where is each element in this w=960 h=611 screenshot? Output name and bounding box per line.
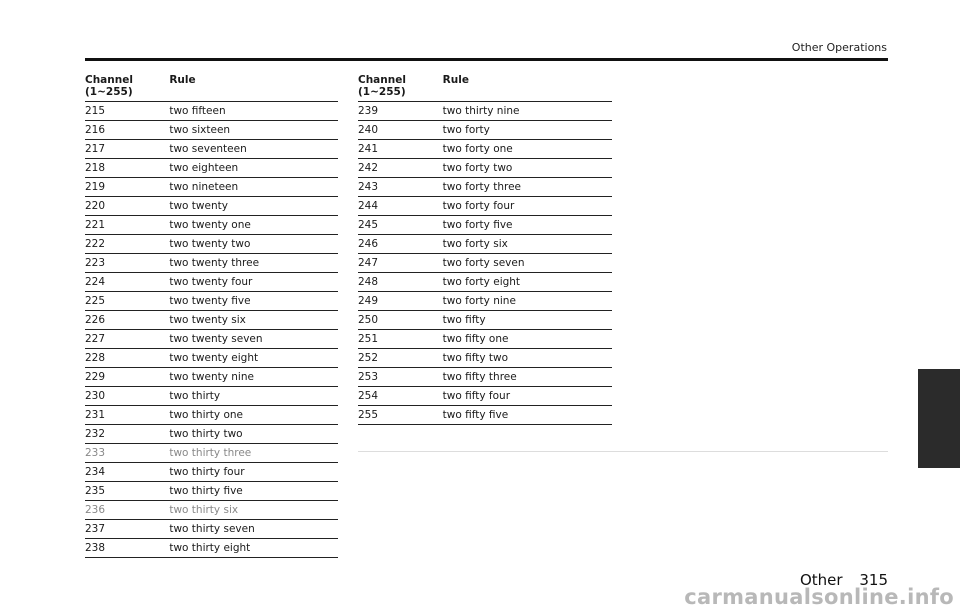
channel-cell: 238 bbox=[85, 539, 169, 558]
table-row bbox=[358, 406, 612, 425]
table-row bbox=[358, 292, 612, 311]
table-row bbox=[358, 197, 612, 216]
table-row bbox=[85, 463, 338, 482]
rule-cell: two twenty one bbox=[169, 216, 338, 235]
channel-cell: 229 bbox=[85, 368, 169, 387]
channel-cell: 246 bbox=[358, 235, 443, 254]
table-row bbox=[358, 140, 612, 159]
table-row bbox=[85, 539, 338, 558]
rule-cell: two twenty bbox=[169, 197, 338, 216]
channel-cell: 248 bbox=[358, 273, 443, 292]
channel-cell: 218 bbox=[85, 159, 169, 178]
rule-cell: two seventeen bbox=[169, 140, 338, 159]
table-row bbox=[358, 368, 612, 387]
rule-cell: two thirty three bbox=[169, 444, 338, 463]
table-row bbox=[85, 292, 338, 311]
table-row bbox=[85, 197, 338, 216]
channel-cell: 241 bbox=[358, 140, 443, 159]
channel-cell: 236 bbox=[85, 501, 169, 520]
table-row bbox=[358, 254, 612, 273]
table-row bbox=[85, 520, 338, 539]
rule-cell: two forty six bbox=[443, 235, 612, 254]
rule-cell: two forty two bbox=[443, 159, 612, 178]
channel-cell: 233 bbox=[85, 444, 169, 463]
rule-cell: two fifty five bbox=[443, 406, 612, 425]
rule-cell: two twenty four bbox=[169, 273, 338, 292]
table-row bbox=[85, 330, 338, 349]
col-header-channel: Channel (1~255) bbox=[358, 61, 443, 102]
table-row bbox=[358, 178, 612, 197]
table-row bbox=[358, 273, 612, 292]
rule-cell: two twenty nine bbox=[169, 368, 338, 387]
col-header-rule: Rule bbox=[169, 61, 338, 102]
channel-cell: 252 bbox=[358, 349, 443, 368]
table-body-right bbox=[358, 102, 612, 425]
table-row bbox=[358, 235, 612, 254]
rule-cell: two thirty five bbox=[169, 482, 338, 501]
channel-cell: 234 bbox=[85, 463, 169, 482]
rule-cell: two fifteen bbox=[169, 102, 338, 121]
channel-cell: 249 bbox=[358, 292, 443, 311]
channel-cell: 228 bbox=[85, 349, 169, 368]
rule-cell: two thirty bbox=[169, 387, 338, 406]
divider bbox=[358, 451, 888, 452]
table-row bbox=[358, 330, 612, 349]
channel-cell: 227 bbox=[85, 330, 169, 349]
channel-cell: 231 bbox=[85, 406, 169, 425]
table-row bbox=[85, 102, 338, 121]
channel-cell: 222 bbox=[85, 235, 169, 254]
table-row bbox=[358, 387, 612, 406]
table-row bbox=[85, 482, 338, 501]
section-title: Other Operations bbox=[791, 41, 887, 54]
table-row bbox=[85, 349, 338, 368]
table-row bbox=[85, 368, 338, 387]
table-row bbox=[85, 444, 338, 463]
channel-cell: 216 bbox=[85, 121, 169, 140]
rule-cell: two twenty six bbox=[169, 311, 338, 330]
rule-cell: two fifty two bbox=[443, 349, 612, 368]
rule-cell: two twenty two bbox=[169, 235, 338, 254]
channel-cell: 220 bbox=[85, 197, 169, 216]
rule-cell: two twenty seven bbox=[169, 330, 338, 349]
table-row bbox=[85, 406, 338, 425]
channel-cell: 226 bbox=[85, 311, 169, 330]
table-row bbox=[85, 254, 338, 273]
col-header-channel: Channel (1~255) bbox=[85, 61, 169, 102]
table-row bbox=[85, 178, 338, 197]
channel-cell: 251 bbox=[358, 330, 443, 349]
channel-cell: 237 bbox=[85, 520, 169, 539]
col-header-rule: Rule bbox=[443, 61, 612, 102]
table-row bbox=[358, 311, 612, 330]
channel-cell: 253 bbox=[358, 368, 443, 387]
table-row bbox=[85, 235, 338, 254]
rule-cell: two twenty eight bbox=[169, 349, 338, 368]
rule-cell: two nineteen bbox=[169, 178, 338, 197]
channel-table-right bbox=[358, 61, 612, 425]
rule-cell: two forty nine bbox=[443, 292, 612, 311]
channel-cell: 219 bbox=[85, 178, 169, 197]
table-row bbox=[85, 273, 338, 292]
channel-cell: 250 bbox=[358, 311, 443, 330]
table-row bbox=[85, 159, 338, 178]
table-row bbox=[85, 121, 338, 140]
rule-cell: two forty one bbox=[443, 140, 612, 159]
rule-cell: two eighteen bbox=[169, 159, 338, 178]
table-row bbox=[85, 387, 338, 406]
channel-cell: 255 bbox=[358, 406, 443, 425]
channel-cell: 240 bbox=[358, 121, 443, 140]
channel-cell: 247 bbox=[358, 254, 443, 273]
channel-cell: 245 bbox=[358, 216, 443, 235]
rule-cell: two thirty eight bbox=[169, 539, 338, 558]
channel-cell: 242 bbox=[358, 159, 443, 178]
rule-cell: two forty eight bbox=[443, 273, 612, 292]
channel-cell: 224 bbox=[85, 273, 169, 292]
table-row bbox=[358, 159, 612, 178]
table-row bbox=[85, 140, 338, 159]
channel-cell: 223 bbox=[85, 254, 169, 273]
watermark: carmanualsonline.info bbox=[684, 585, 954, 609]
channel-table-left bbox=[85, 61, 338, 558]
rule-cell: two forty five bbox=[443, 216, 612, 235]
channel-cell: 235 bbox=[85, 482, 169, 501]
rule-cell: two twenty three bbox=[169, 254, 338, 273]
channel-cell: 230 bbox=[85, 387, 169, 406]
channel-cell: 254 bbox=[358, 387, 443, 406]
rule-cell: two fifty three bbox=[443, 368, 612, 387]
rule-cell: two fifty one bbox=[443, 330, 612, 349]
table-body-left bbox=[85, 102, 338, 558]
rule-cell: two forty bbox=[443, 121, 612, 140]
table-row bbox=[85, 425, 338, 444]
table-row bbox=[85, 311, 338, 330]
rule-cell: two forty seven bbox=[443, 254, 612, 273]
channel-cell: 244 bbox=[358, 197, 443, 216]
rule-cell: two thirty two bbox=[169, 425, 338, 444]
footer-chapter: Other bbox=[799, 571, 843, 589]
rule-cell: two forty three bbox=[443, 178, 612, 197]
rule-cell: two fifty four bbox=[443, 387, 612, 406]
channel-cell: 239 bbox=[358, 102, 443, 121]
rule-cell: two thirty six bbox=[169, 501, 338, 520]
channel-cell: 217 bbox=[85, 140, 169, 159]
table-header-row bbox=[358, 61, 612, 102]
table-header-row bbox=[85, 61, 338, 102]
rule-cell: two forty four bbox=[443, 197, 612, 216]
channel-cell: 221 bbox=[85, 216, 169, 235]
table-row bbox=[358, 121, 612, 140]
page-number: 315 bbox=[859, 571, 888, 589]
rule-cell: two thirty seven bbox=[169, 520, 338, 539]
table-row bbox=[85, 216, 338, 235]
table-row bbox=[358, 349, 612, 368]
channel-cell: 243 bbox=[358, 178, 443, 197]
rule-cell: two thirty four bbox=[169, 463, 338, 482]
chapter-thumb-tab bbox=[918, 369, 960, 468]
channel-cell: 225 bbox=[85, 292, 169, 311]
table-row bbox=[358, 102, 612, 121]
rule-cell: two fifty bbox=[443, 311, 612, 330]
table-row bbox=[358, 216, 612, 235]
channel-cell: 232 bbox=[85, 425, 169, 444]
rule-cell: two sixteen bbox=[169, 121, 338, 140]
channel-cell: 215 bbox=[85, 102, 169, 121]
rule-cell: two thirty nine bbox=[443, 102, 612, 121]
rule-cell: two twenty five bbox=[169, 292, 338, 311]
table-row bbox=[85, 501, 338, 520]
rule-cell: two thirty one bbox=[169, 406, 338, 425]
